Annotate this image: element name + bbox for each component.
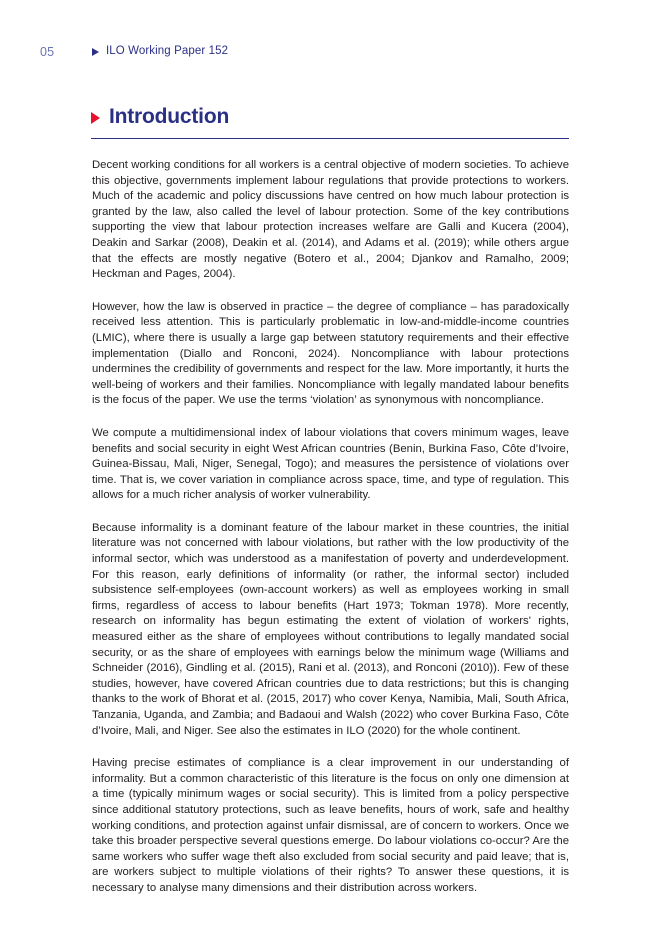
triangle-right-icon [91,112,100,124]
body-paragraph: However, how the law is observed in practice – the degree of compliance – has paradoxically received less attention. This is particularly problematic in low-and-middle-income countries (LMIC), where there is usually a large gap between statutory requirements and their effective implementation (Diallo and Ronconi, 2024). Noncompliance with labour protections undermines the credibility of governments and respect for the law. More importantly, it hurts the well-being of workers and their families. Noncompliance with legally mandated labour benefits is the focus of the paper. We use the terms ‘violation’ as synonymous with noncompliance. [92,300,569,407]
body-text-column [92,158,569,897]
section-divider [91,138,569,139]
running-header [0,42,662,62]
page-title: Introduction [109,105,230,129]
body-paragraph: Decent working conditions for all workers is a central objective of modern societies. To achieve this objective, governments implement labour regulations that provide protections to workers. Much of the academic and policy discussions have centred on how much labour protection is granted by the law, also called the level of labour protection. Some of the key contributions supporting the view that labour protection increases welfare are Galli and Kucera (2004), Deakin and Sarkar (2008), Deakin et al. (2014), and Adams et al. (2019); while others argue that the effects are mostly negative (Botero et al., 2004; Djankov and Ramalho, 2009; Heckman and Pages, 2004). [92,159,569,281]
body-paragraph: Because informality is a dominant feature of the labour market in these countries, the initial literature was not concerned with labour violations, but rather with the low productivity of the informal sector, which was understood as a manifestation of poverty and underdevelopment. For this reason, early definitions of informality (or rather, the informal sector) included subsistence self-employees (own-account workers) as well as employees working in small firms, regardless of access to labour benefits (Hart 1973; Tokman 1978). More recently, research on informality has begun estimating the extent of violation of workers' rights, measured either as the share of employees without contributions to legally mandated social security, or as the share of employees with earnings below the minimum wage (Williams and Schneider (2016), Gindling et al. (2015), Rani et al. (2013), and Ronconi (2010)). Few of these studies, however, have covered African countries due to data restrictions; but this is changing thanks to the work of Bhorat et al. (2015, 2017) who cover Kenya, Namibia, Mali, South Africa, Tanzania, Uganda, and Zambia; and Badaoui and Walsh (2022) who cover Burkina Faso, Côte d’Ivoire, Mali, and Niger. See also the estimates in ILO (2020) for the whole continent. [92,521,569,737]
body-paragraph: Having precise estimates of compliance is a clear improvement in our understanding of informality. But a common characteristic of this literature is the focus on only one dimension at a time (typically minimum wages or social security). This is limited from a policy perspective since additional statutory protections, such as leave benefits, hours of work, safe and healthy working conditions, and protection against unfair dismissal, are of concern to workers. Once we take this broader perspective several questions emerge. Do labour violations co-occur? Are the same workers who suffer wage theft also excluded from social security and paid leave; that is, are workers subject to multiple violations of their rights? To answer these questions, it is necessary to analyse many dimensions and their distribution across workers. [92,757,569,894]
section-heading-row [91,104,569,130]
body-paragraph: We compute a multidimensional index of labour violations that covers minimum wages, leave benefits and social security in eight West African countries (Benin, Burkina Faso, Côte d’Ivoire, Guinea-Bissau, Mali, Niger, Senegal, Togo); and measures the persistence of violations over time. That is, we cover variation in compliance across space, time, and type of regulation. This allows for a much richer analysis of worker vulnerability. [92,426,569,502]
page-number: 05 [40,44,55,59]
section-heading [91,104,569,139]
running-header-title: ILO Working Paper 152 [106,45,229,58]
triangle-right-icon [92,48,99,56]
